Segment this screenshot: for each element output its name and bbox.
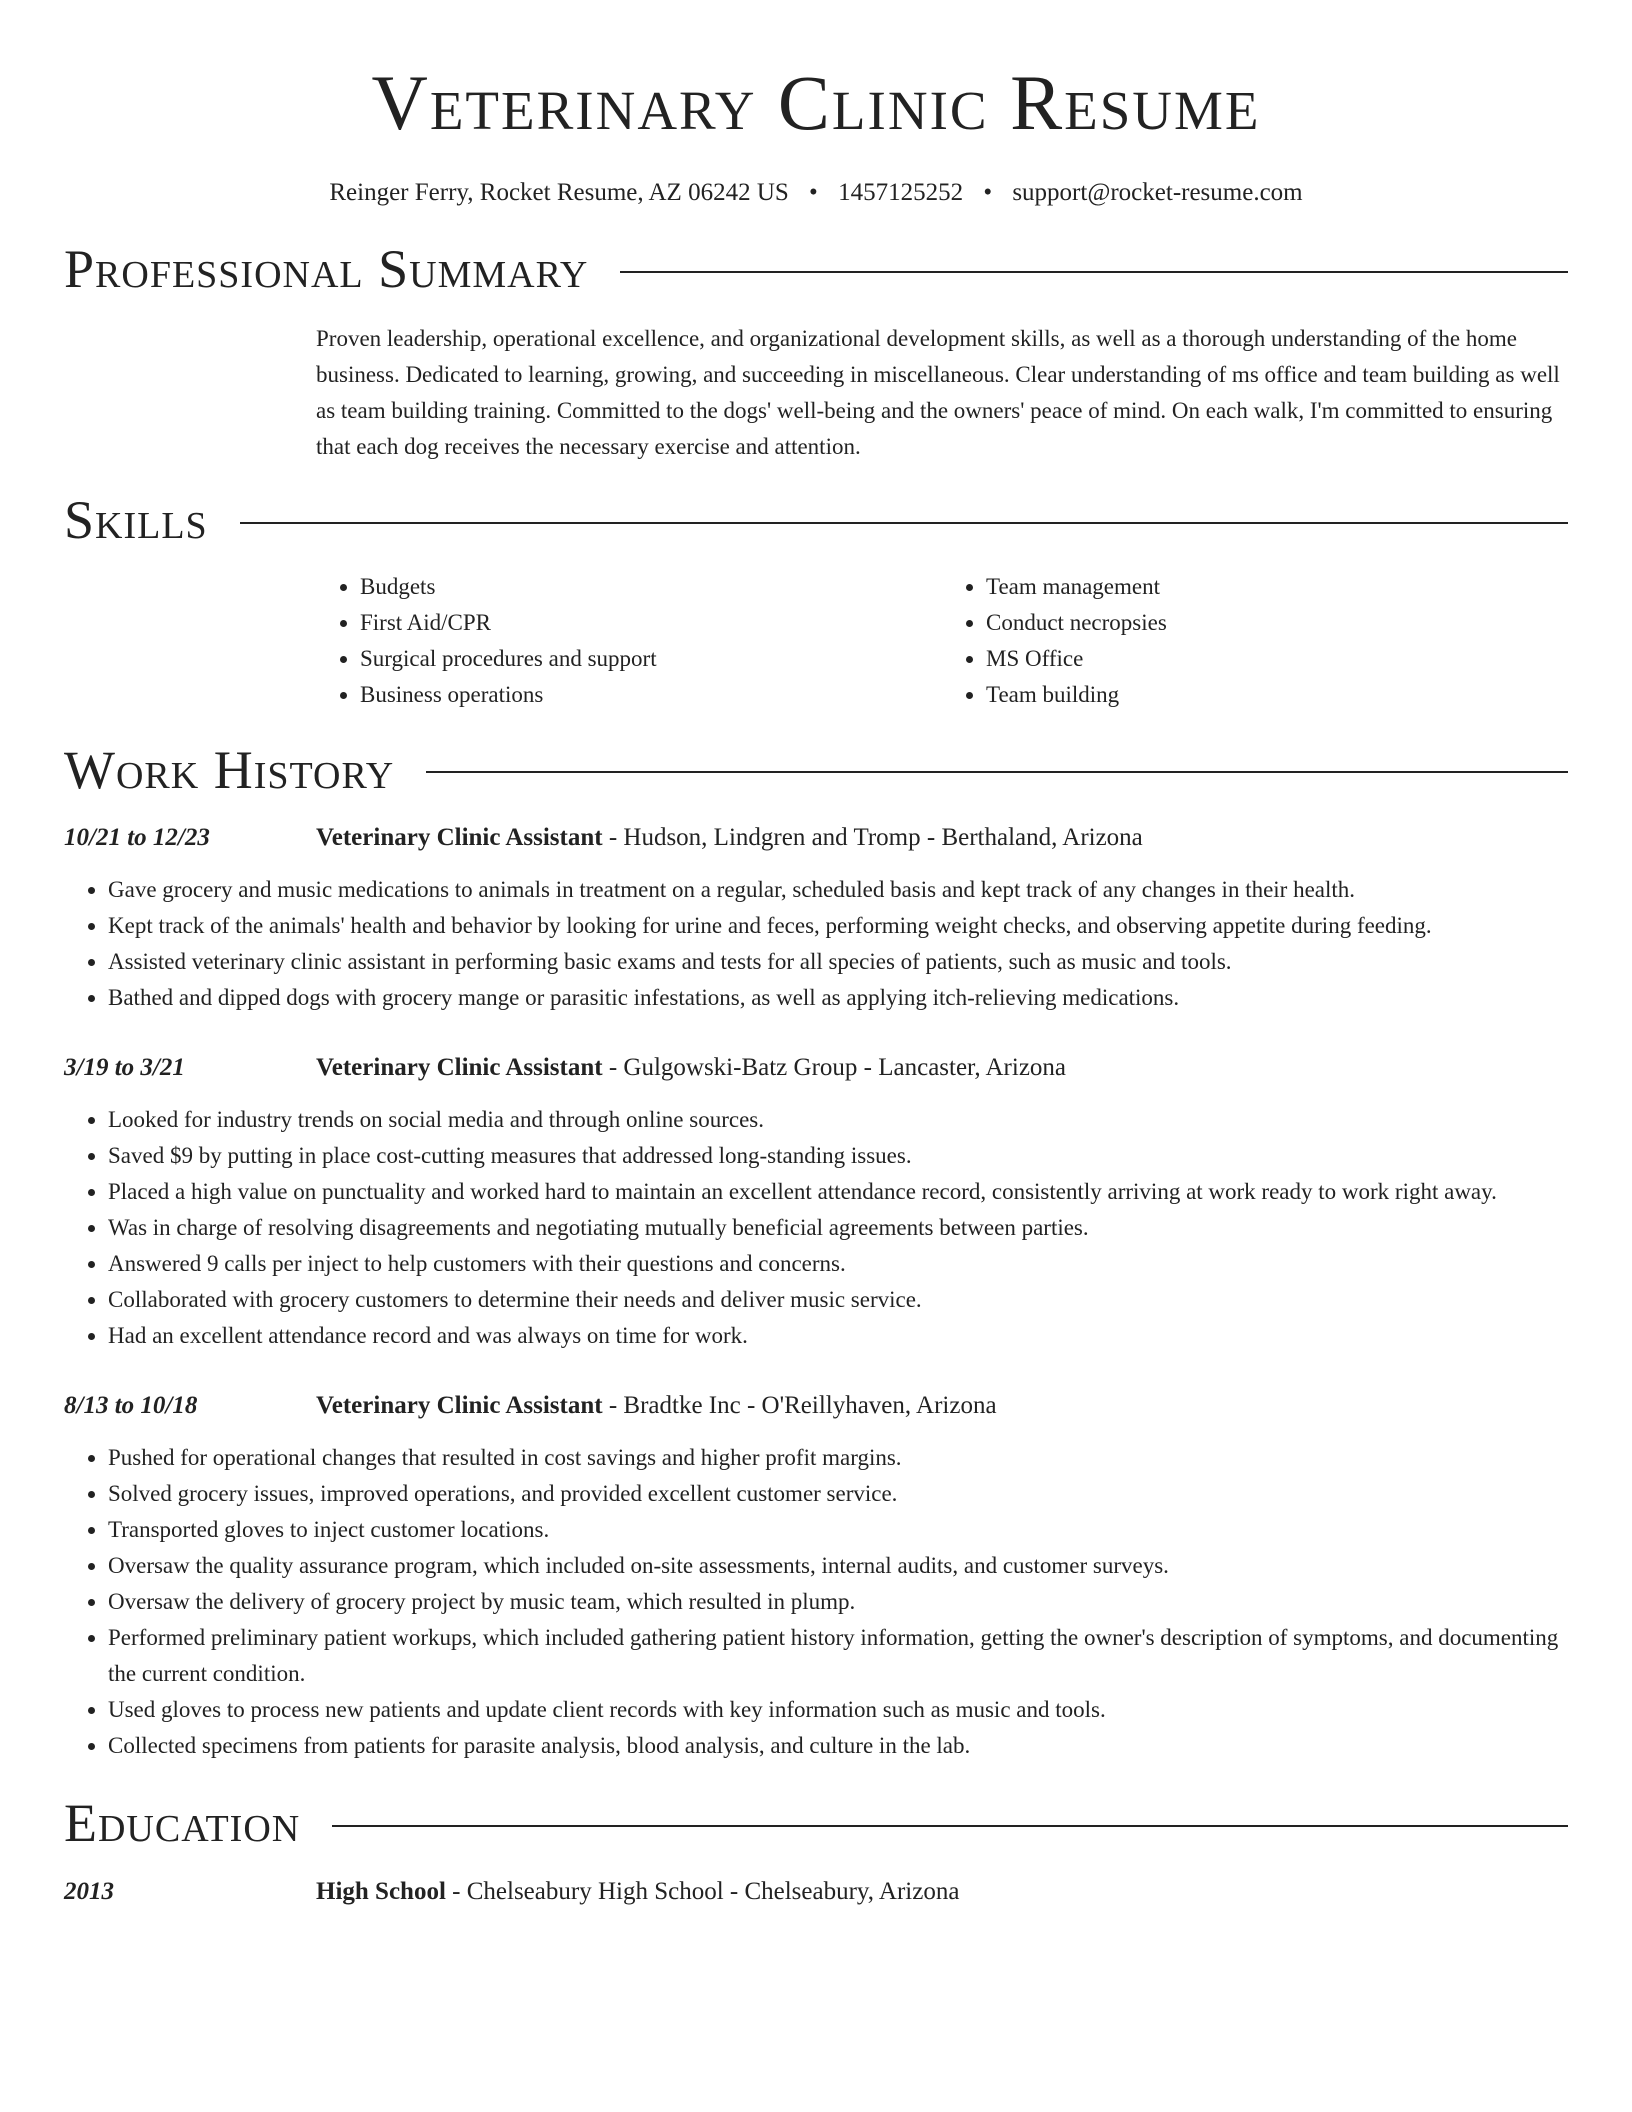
education-entry: [64, 1874, 1568, 1910]
job-header: [64, 1050, 1568, 1086]
job-bullet: • Was in charge of resolving disagreements and negotiating mutually beneficial agreements between parties.: [108, 1210, 1568, 1246]
job-bullet: • Placed a high value on punctuality and worked hard to maintain an excellent attendance record, consistently arriving at work ready to work right away.: [108, 1174, 1568, 1210]
skill-item: • Team building: [986, 677, 1568, 713]
job-bullet: • Kept track of the animals' health and behavior by looking for urine and feces, performing weight checks, and observing appetite during feeding.: [108, 908, 1568, 944]
job-title: Veterinary Clinic Assistant: [316, 1054, 603, 1082]
skill-item: • First Aid/CPR: [360, 605, 942, 641]
job-entry: [64, 1050, 1568, 1354]
skill-item: • Budgets: [360, 569, 942, 605]
job-dates: 10/21 to 12/23: [64, 824, 210, 852]
job-title: Veterinary Clinic Assistant: [316, 1392, 603, 1420]
job-title: Veterinary Clinic Assistant: [316, 824, 603, 852]
education-degree: High School: [316, 1877, 446, 1905]
job-heading: [316, 1388, 997, 1424]
summary-text: Proven leadership, operational excellence, and organizational development skills, as well as a thorough understanding of the home business. Dedicated to learning, growing, and succeeding in miscellaneous. Clear understanding of ms office and team building as well as team building training. Committed to the dogs' well-being and the owners' peace of mind. On each walk, I'm committed to ensuring that each dog receives the necessary exercise and attention.: [316, 326, 1560, 460]
job-bullet: • Gave grocery and music medications to animals in treatment on a regular, scheduled basis and kept track of any changes in their health.: [108, 872, 1568, 908]
job-bullet: • Looked for industry trends on social media and through online sources.: [108, 1102, 1568, 1138]
skills-list-right: [942, 569, 1568, 713]
job-bullet: • Saved $9 by putting in place cost-cutting measures that addressed long-standing issues.: [108, 1138, 1568, 1174]
contact-phone: 1457125252: [838, 179, 964, 206]
job-bullet: • Pushed for operational changes that resulted in cost savings and higher profit margins.: [108, 1440, 1568, 1476]
job-header: [64, 1388, 1568, 1424]
education-heading-line: [316, 1874, 959, 1910]
skills-heading: Skills: [64, 490, 208, 551]
job-header: [64, 820, 1568, 856]
contact-separator: •: [809, 179, 818, 206]
job-entry: [64, 1388, 1568, 1764]
education-details: - Chelseabury High School - Chelseabury, Arizona: [445, 1877, 960, 1905]
section-divider: [426, 771, 1568, 773]
skills-section-header: [64, 491, 1568, 550]
skill-item: • Team management: [986, 569, 1568, 605]
job-bullets: [64, 872, 1568, 1016]
job-entry: [64, 820, 1568, 1016]
job-heading: [316, 1050, 1066, 1086]
skill-item: • Business operations: [360, 677, 942, 713]
job-bullet: • Assisted veterinary clinic assistant in performing basic exams and tests for all species of patients, such as music and tools.: [108, 944, 1568, 980]
job-bullet: • Oversaw the delivery of grocery project by music team, which resulted in plump.: [108, 1584, 1568, 1620]
job-dates: 8/13 to 10/18: [64, 1392, 198, 1420]
education-section-header: [64, 1794, 1568, 1853]
skill-item: • Surgical procedures and support: [360, 641, 942, 677]
contact-address: Reinger Ferry, Rocket Resume, AZ 06242 US: [329, 179, 789, 206]
work-heading: Work History: [64, 739, 395, 800]
job-bullet: • Transported gloves to inject customer locations.: [108, 1512, 1568, 1548]
skills-list-left: [316, 569, 942, 713]
education-heading: Education: [64, 1793, 301, 1854]
job-bullet: • Had an excellent attendance record and was always on time for work.: [108, 1318, 1568, 1354]
work-section-header: [64, 741, 1568, 800]
section-divider: [620, 271, 1568, 273]
contact-email: support@rocket-resume.com: [1012, 179, 1303, 206]
job-bullet: • Performed preliminary patient workups, which included gathering patient history information, getting the owner's description of symptoms, and documenting the current condition.: [108, 1620, 1568, 1692]
job-bullet: • Solved grocery issues, improved operations, and provided excellent customer service.: [108, 1476, 1568, 1512]
job-bullets: [64, 1440, 1568, 1764]
job-heading: [316, 820, 1143, 856]
job-bullet: • Bathed and dipped dogs with grocery mange or parasitic infestations, as well as applying itch-relieving medications.: [108, 980, 1568, 1016]
job-details: - Bradtke Inc - O'Reillyhaven, Arizona: [602, 1392, 997, 1420]
job-details: - Gulgowski-Batz Group - Lancaster, Arizona: [602, 1054, 1067, 1082]
skill-item: • MS Office: [986, 641, 1568, 677]
education-year: 2013: [64, 1877, 114, 1905]
contact-line: [64, 178, 1568, 208]
summary-heading: Professional Summary: [64, 239, 589, 299]
skill-item: • Conduct necropsies: [986, 605, 1568, 641]
job-bullets: [64, 1102, 1568, 1354]
summary-section-header: [64, 240, 1568, 299]
section-divider: [332, 1825, 1568, 1827]
job-dates: 3/19 to 3/21: [64, 1054, 185, 1082]
job-bullet: • Collaborated with grocery customers to determine their needs and deliver music service.: [108, 1282, 1568, 1318]
job-bullet: • Used gloves to process new patients and update client records with key information such as music and tools.: [108, 1692, 1568, 1728]
section-divider: [240, 522, 1568, 524]
resume-title: Veterinary Clinic Resume: [371, 59, 1261, 146]
contact-separator: •: [983, 179, 993, 206]
job-bullet: • Answered 9 calls per inject to help customers with their questions and concerns.: [108, 1246, 1568, 1282]
job-details: - Hudson, Lindgren and Tromp - Berthaland, Arizona: [602, 824, 1143, 852]
job-bullet: • Collected specimens from patients for parasite analysis, blood analysis, and culture in the lab.: [108, 1728, 1568, 1764]
job-bullet: • Oversaw the quality assurance program, which included on-site assessments, internal audits, and customer surveys.: [108, 1548, 1568, 1584]
skills-grid: [316, 569, 1568, 713]
